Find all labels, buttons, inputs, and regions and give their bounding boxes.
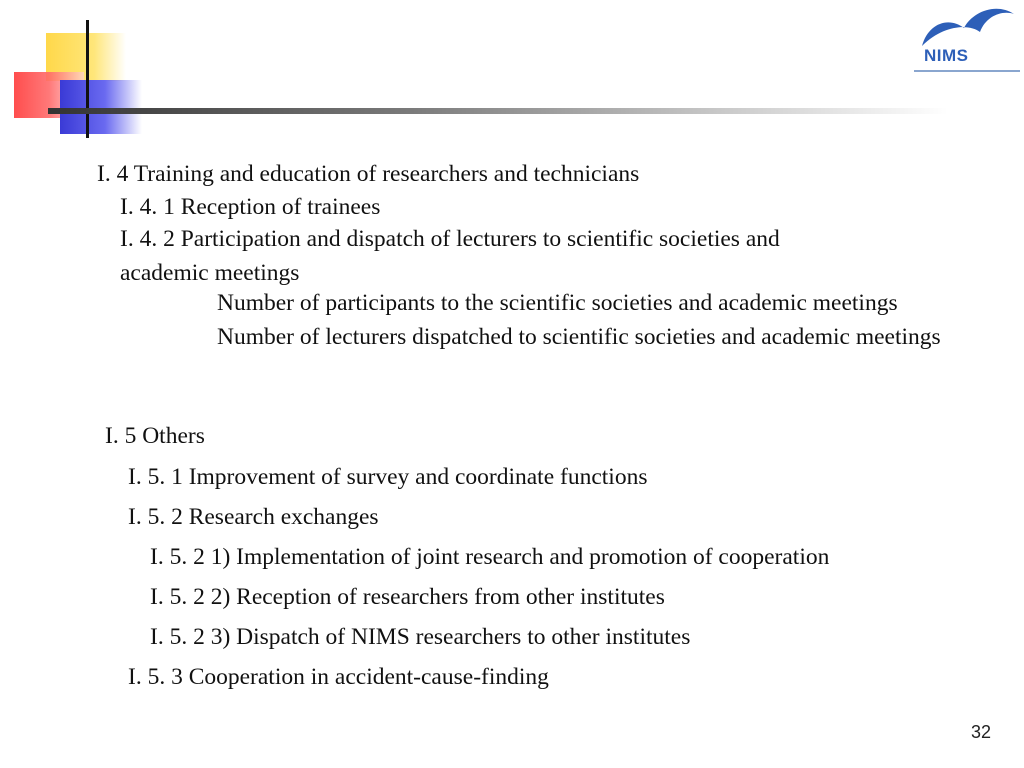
section-heading-others: I. 5 Others (105, 423, 205, 449)
item-reception-of-trainees: I. 4. 1 Reception of trainees (120, 194, 381, 220)
participants-lecturers-detail: Number of participants to the scientific societies and academic meetings Number of lecturers dispatched to scientific societies and academic meetings (217, 290, 941, 350)
nims-logo (914, 2, 1020, 72)
blue-square-decoration (60, 80, 142, 134)
section-heading-training: I. 4 Training and education of researchers and technicians (97, 161, 640, 187)
vertical-rule (86, 20, 89, 138)
item-participation-dispatch-line-1: I. 4. 2 Participation and dispatch of lecturers to scientific societies and (120, 226, 780, 252)
item-survey-coordinate: I. 5. 1 Improvement of survey and coordinate functions (128, 464, 648, 490)
item-accident-cause-finding: I. 5. 3 Cooperation in accident-cause-finding (128, 664, 549, 690)
logo-text: NIMS (924, 46, 969, 65)
horizontal-rule (48, 108, 948, 114)
sub-item-joint-research: I. 5. 2 1) Implementation of joint research and promotion of cooperation (150, 544, 830, 570)
header-decoration (0, 0, 1024, 145)
item-research-exchanges: I. 5. 2 Research exchanges (128, 504, 379, 530)
sub-item-reception-researchers: I. 5. 2 2) Reception of researchers from other institutes (150, 584, 665, 610)
page-number: 32 (970, 722, 991, 742)
logo-bird-icon (914, 2, 1020, 48)
item-participation-dispatch-line-2: academic meetings (120, 260, 300, 286)
sub-item-dispatch-researchers: I. 5. 2 3) Dispatch of NIMS researchers to other institutes (150, 624, 691, 650)
